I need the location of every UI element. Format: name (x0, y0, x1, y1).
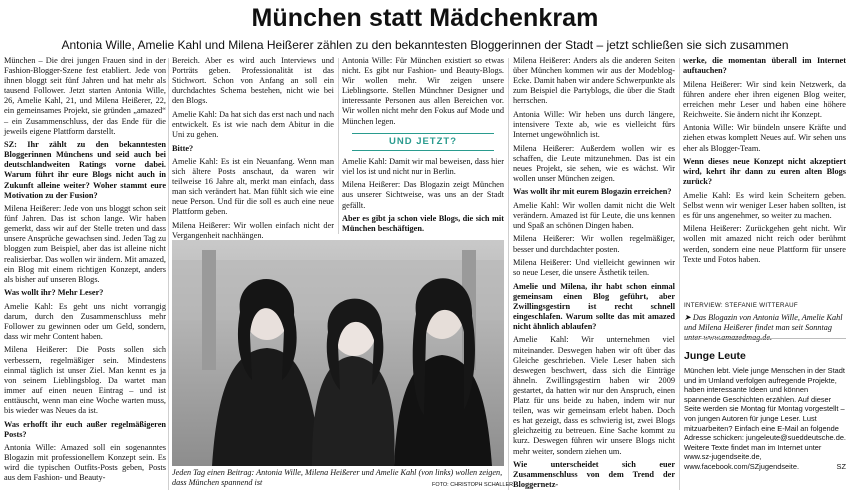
article-column-2 (172, 56, 334, 241)
section-heading: UND JETZT? (352, 133, 494, 151)
headline: München statt Mädchenkram (251, 4, 599, 32)
paragraph: Amelie Kahl: Damit wir mal beweisen, dass hier viel los ist und nicht nur in Berlin. (342, 156, 504, 176)
column-rule (338, 58, 339, 234)
question: Was wollt ihr? Mehr Leser? (4, 288, 104, 298)
question: Was erhofft ihr euch außer regelmäßigeren Posts? (4, 419, 166, 439)
column-rule (168, 58, 169, 490)
paragraph: Antonia Wille: Wir heben uns durch längere, intensivere Texte ab, wie es vielleicht fürs Internet ungewöhnlich ist. (513, 109, 675, 140)
paragraph: Milena Heißerer: Zurückgehen geht nicht. Wir wollen mit amazed nicht reich oder berühmt werden, sondern eine neue Plattform für unsere Texte und Fotos haben. (683, 224, 846, 264)
paragraph: Milena Heißerer: Das Blogazin zeigt München aus unserer Sichtweise, was uns an der Stadt gefällt. (342, 180, 504, 210)
paragraph: Antonia Wille: Für München existiert so etwas nicht. Es gibt nur Fashion- und Beauty-Blogs. Wir wollen mehr. Wir zeigen unsere Lieblingsorte. Stellen Münchner Designer und interessante Personen aus allen Bereichen vor. Wir wollen nicht mehr den Fokus auf Mode und München legen. (342, 56, 504, 126)
box-text-body: München lebt. Viele junge Menschen in der Stadt und im Umland verfolgen aufregende Projekte, haben interessante Ideen und können spannende Geschichten erzählen. Auf dieser Seite werden sie Montag für Montag vorgestellt – von jungen Autoren für junge Leser. Lust mitzuarbeiten? Einfach eine E-Mail an folgende Adresse schicken: jungeleute@sueddeutsche.de. Weitere Texte findet man im Internet unter www.sz-jugendseite.de, www.facebook.com/SZjugendseite. (684, 366, 846, 471)
paragraph: Milena Heißerer: Wir sind kein Netzwerk, da führen andere eher ihren eigenen Blog weiter, erreichen mehr Leser und haben eine höhere Reichweite. Sie ändern nicht ihr Konzept. (683, 79, 846, 119)
paragraph: Amelie Kahl: Wir unternehmen viel miteinander. Deswegen haben wir oft über das Gleiche geschrieben. Viele Leser haben sich deswegen beschwert, dass sich die Einträge ähneln. Zwillingsgestirn haben wir 2009 gestartet, da hatten wir nur den Anspruch, einen Platz für uns beide zu haben, indem wir nur teilen, was wir gemeinsam erlebt haben. Doch es hat gezeigt, dass es schwierig ist, zwei Blogs gleichzeitig zu betreuen. Eine Sache kommt zu kurz. Deswegen führen wir unsere Blogs nicht mehr weiter, sondern ziehen um. (513, 335, 675, 456)
paragraph: Milena Heißerer: Und vielleicht gewinnen wir so neue Leser, die unsere Ästhetik teilen. (513, 258, 675, 278)
paragraph: Antonia Wille: Amazed soll ein sogenanntes Blogazin mit professionellem Konzept sein. Es wird die typischen Outfits-Posts geben, Posts aus dem Fashion- und Beauty- (4, 443, 166, 483)
question: werke, die momentan überall im Internet auftauchen? (683, 56, 846, 76)
junge-leute-box (684, 344, 846, 494)
paragraph: Amelie Kahl: Es ist ein Neuanfang. Wenn man sich ältere Posts anschaut, da waren wir teilweise 16 Jahre alt, merkt man einfach, dass man sich verändert hat. Man fühlt sich wie eine neue Person. Und für die soll es auch eine neue Plattform geben. (172, 157, 334, 217)
subline: Antonia Wille, Amelie Kahl und Milena Heißerer zählen zu den bekanntesten Bloggerinnen der Stadt – jetzt schließen sie sich zusammen (61, 38, 789, 52)
paragraph: Milena Heißerer: Außerdem wollen wir es schaffen, die Leute mitzunehmen. Das ist ein neues Projekt, sie sehen, wie es wächst. Wir wollen unser München zeigen. (513, 143, 675, 183)
paragraph: Milena Heißerer: Anders als die anderen Seiten über München kommen wir aus der Modeblog-Ecke. Damit haben wir andere Schwerpunkte als zum Beispiel die Partyblogs, die über die Stadt herrschen. (513, 56, 675, 106)
paragraph: Amelie Kahl: Da hat sich das erst nach und nach entwickelt. Es ist wie nach dem Abitur in die Uni zu gehen. (172, 109, 334, 140)
portrait-photo (172, 240, 504, 466)
paragraph: Bereich. Aber es wird auch Interviews und Porträts geben. Professionalität ist das Stichwort. Schon von Anfang an soll ein durchdachtes Schema bestehen, nicht wie bei den Blogs. (172, 56, 334, 106)
caption-text: Jeden Tag einen Beitrag: Antonia Wille, Milena Heißerer und Amelie Kahl (von links) wollen zeigen, dass München spannend ist (172, 468, 503, 487)
question: Wie unterscheidet sich euer Zusammenschluss von dem Trend der Bloggernetz- (513, 459, 675, 490)
question: SZ: Ihr zählt zu den bekanntesten Bloggerinnen Münchens und seid auch bei deutschlandweiten Ratings vorne dabei. Warum führt ihr eure Blogs nicht auch in Zukunft alleine weiter? Woher stammt eure Motivation zu der Fusion? (4, 140, 166, 200)
column-rule (679, 58, 680, 490)
column-rule (508, 58, 509, 490)
paragraph: Antonia Wille: Wir bündeln unsere Kräfte und ziehen etwas komplett Neues auf. Wir sehen uns eher als Blogger-Team. (683, 123, 846, 153)
article-column-3 (342, 56, 504, 238)
question: Aber es gibt ja schon viele Blogs, die sich mit München beschäftigen. (342, 214, 504, 234)
box-title: Junge Leute (684, 350, 746, 362)
question: Amelie und Milena, ihr habt schon einmal gemeinsam einen Blog geführt, aber Zwillingsgestirn ist recht schnell eingeschlafen. Warum sollte das mit amazed nicht ähnlich ablaufen? (513, 281, 675, 331)
question: Wenn dieses neue Konzept nicht akzeptiert wird, kehrt ihr dann zu euren alten Blogs zurück? (683, 157, 846, 187)
paragraph: Amelie Kahl: Es wird kein Scheitern geben. Selbst wenn wir weniger Leser haben sollten, ist es für uns angenehmer, so weiter zu machen. (683, 190, 846, 220)
blog-note: ➤ Das Blogazin von Antonia Wille, Amelie Kahl und Milena Heißerer findet man seit Sonntag (684, 313, 843, 332)
paragraph: Milena Heißerer: Wir wollen einfach nicht der Vergangenheit nachhängen. (172, 220, 334, 241)
paragraph: Milena Heißerer: Wir wollen regelmäßiger, besser und durchdachter posten. (513, 234, 675, 254)
question: Bitte? (172, 143, 194, 153)
question: Was wollt ihr mit eurem Blogazin erreichen? (513, 187, 672, 197)
box-signature: SZ (836, 461, 846, 471)
box-text (684, 366, 846, 472)
paragraph: Milena Heißerer: Die Posts sollen sich verbessern, regelmäßiger sein. Mindestens einmal täglich ist unser Ziel. Man kennt es ja von seinem Lieblingsblog. Da wartet man immer auf einen neuen Eintrag – und ist enttäuscht, wenn man eine Woche warten muss, bis wieder was Neues da ist. (4, 345, 166, 416)
paragraph: Amelie Kahl: Wir wollen damit nicht die Welt verändern. Amazed ist für Leute, die uns kennen und Spaß an schönen Dingen haben. (513, 200, 675, 230)
paragraph: Amelie Kahl: Es geht uns nicht vorrangig darum, durch den Zusammenschluss mehr Follower zu gewinnen oder um Geld, sondern, dass wir mehr Content haben. (4, 301, 166, 341)
paragraph: München – Die drei jungen Frauen sind in der Fashion-Blogger-Szene fest etabliert. Jede von ihnen bloggt seit fünf Jahren und hat mehr als tausend Follower. Jetzt starten Antonia Wille, 26, Amelie Kahl, 21, und Milena Heißerer, 22, ein gemeinsames Projekt, sie gründen „amazed“ – ein Zusammenschluss, der das Ende für die jeweils eigene Plattform darstellt. (4, 56, 166, 136)
article-column-4 (513, 56, 675, 496)
photo-illustration (172, 240, 504, 466)
photo-credit: FOTO: CHRISTOPH SCHALLER (432, 482, 514, 488)
article-column-1 (4, 56, 166, 496)
box-rule (684, 338, 846, 339)
paragraph: Milena Heißerer: Jede von uns bloggt schon seit fünf Jahren. Das ist schon lange. Wir haben gemerkt, dass wir auf der Stelle treten und dass unsere Ansprüche gewachsen sind. Jeden Tag zu bloggen zum Beispiel, aber das ist alleine nicht realisierbar. Das wollen wir ändern. Mit amazed, ein Blog mit einem richtigen Konzept, anders als bisher auf unseren Blogs. (4, 204, 166, 284)
interview-credit: INTERVIEW: STEFANIE WITTERAUF (684, 302, 799, 309)
